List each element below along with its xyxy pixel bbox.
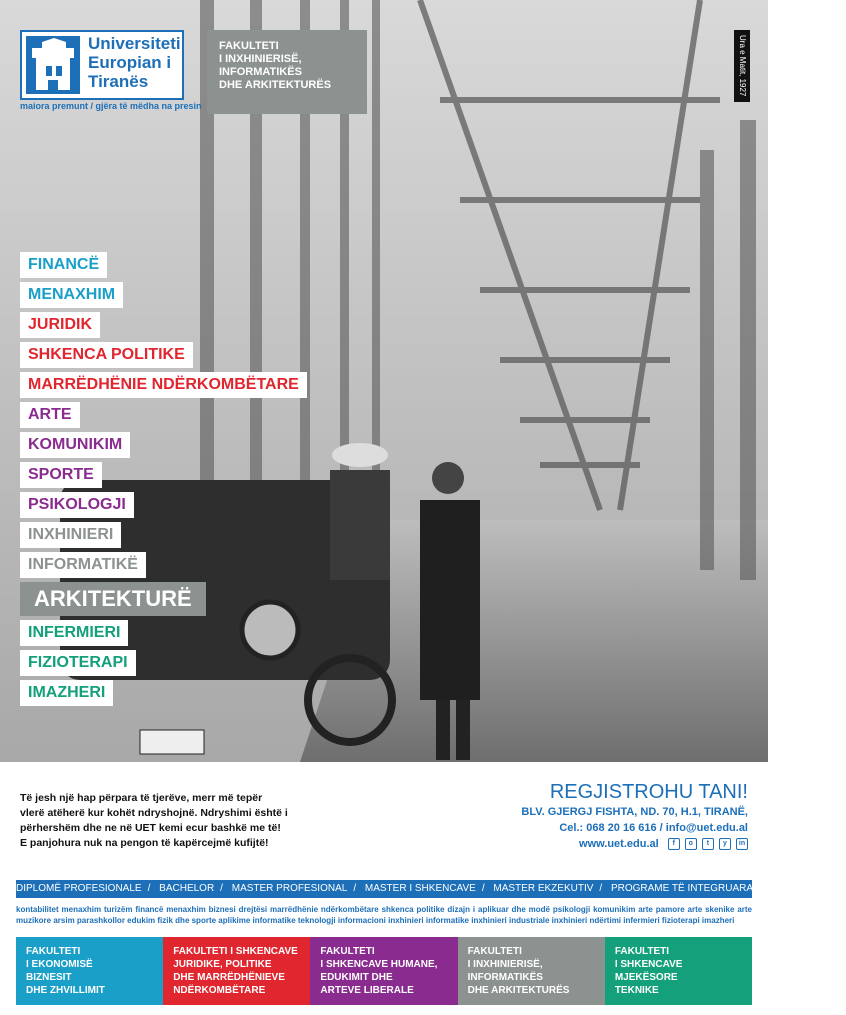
slogan-line: përhershëm dhe ne në UET kemi ecur bashkë me të! bbox=[20, 822, 281, 834]
program-keywords: kontabilitet menaxhim turizëm financë menaxhim biznesi drejtësi marrëdhënie ndërkombëtare shkenca politike dizajn i aplikuar dhe modë psikologji komunikim arte pamore arte skenike arte muzikore arsim parashkollor edukim fizik dhe sporte aplikime informatike teknologji informacioni inxhinieri informatike inxhinieri industriale inxhinieri ndërtimi infermieri fizioterapi imazheri bbox=[16, 905, 752, 925]
faculty-line: I EKONOMISË bbox=[26, 959, 93, 970]
faculty-line: BIZNESIT bbox=[26, 972, 72, 983]
program-psychology[interactable]: PSIKOLOGJI bbox=[20, 492, 134, 518]
register-now-title[interactable]: REGJISTROHU TANI! bbox=[549, 781, 748, 803]
website-link[interactable]: www.uet.edu.al bbox=[579, 838, 659, 850]
faculty-law-politics[interactable] bbox=[163, 937, 310, 1005]
twitter-icon[interactable]: t bbox=[702, 838, 714, 850]
program-nursing[interactable]: INFERMIERI bbox=[20, 620, 128, 646]
faculty-line: INFORMATIKËS bbox=[467, 972, 543, 983]
faculty-header-line: FAKULTETI bbox=[219, 40, 279, 52]
faculty-header-line: INFORMATIKËS bbox=[219, 66, 302, 78]
program-imaging[interactable]: IMAZHERI bbox=[20, 680, 113, 706]
address: BLV. GJERGJ FISHTA, ND. 70, H.1, TIRANË, bbox=[521, 806, 748, 818]
logo-tagline: maiora premunt / gjëra të mëdha na presin bbox=[20, 101, 202, 111]
facebook-icon[interactable]: f bbox=[668, 838, 680, 850]
faculty-humanities[interactable] bbox=[310, 937, 457, 1005]
faculty-line: I SHKENCAVE bbox=[614, 959, 683, 970]
degree-item[interactable]: DOKTORATURË bbox=[770, 883, 846, 894]
university-name bbox=[88, 34, 181, 91]
slogan-line: E panjohura nuk na pengon të kapërcejmë kufijtë! bbox=[20, 837, 269, 849]
faculty-header-line: DHE ARKITEKTURËS bbox=[219, 79, 332, 91]
faculty-header-box bbox=[207, 30, 367, 114]
university-name-line2: Europian i bbox=[88, 53, 172, 72]
slogan-line: Të jesh një hap përpara të tjerëve, merr më tepër bbox=[20, 792, 263, 804]
degree-item[interactable]: MASTER PROFESIONAL bbox=[231, 883, 348, 894]
faculty-line: NDËRKOMBËTARE bbox=[173, 985, 266, 996]
social-links bbox=[666, 836, 748, 852]
registration-block bbox=[521, 780, 748, 852]
degree-levels-bar: DIPLOMË PROFESIONALE / BACHELOR / MASTER PROFESIONAL / MASTER I SHKENCAVE / MASTER EKZEKUTIV / PROGRAME TË INTEGRUARA / DOKTORATURË bbox=[16, 880, 752, 898]
faculty-row bbox=[16, 937, 752, 1005]
photo-caption: Ura e Matit, 1927 bbox=[734, 30, 750, 102]
degree-item[interactable]: DIPLOMË PROFESIONALE bbox=[16, 883, 142, 894]
website-row bbox=[521, 836, 748, 852]
degree-item[interactable]: PROGRAME TË INTEGRUARA bbox=[610, 883, 754, 894]
program-finance[interactable]: FINANCË bbox=[20, 252, 107, 278]
university-logo[interactable] bbox=[20, 30, 184, 100]
university-name-line3: Tiranës bbox=[88, 72, 149, 91]
faculty-line: I INXHINIERISË, bbox=[467, 959, 543, 970]
faculty-line: MJEKËSORE bbox=[614, 972, 678, 983]
faculty-line: EDUKIMIT DHE bbox=[320, 972, 393, 983]
slogan-text bbox=[20, 791, 288, 851]
faculty-line: FAKULTETI bbox=[614, 946, 670, 957]
program-arts[interactable]: ARTE bbox=[20, 402, 80, 428]
instagram-icon[interactable]: o bbox=[685, 838, 697, 850]
university-name-line1: Universiteti bbox=[88, 34, 181, 53]
faculty-line: I SHKENCAVE HUMANE, bbox=[320, 959, 438, 970]
program-sports[interactable]: SPORTE bbox=[20, 462, 102, 488]
faculty-header-line: I INXHINIERISË, bbox=[219, 53, 302, 65]
faculty-line: FAKULTETI bbox=[320, 946, 375, 957]
castle-icon bbox=[26, 36, 80, 94]
linkedin-icon[interactable]: in bbox=[736, 838, 748, 850]
faculty-line: FAKULTETI bbox=[26, 946, 81, 957]
contact-info[interactable]: Cel.: 068 20 16 616 / info@uet.edu.al bbox=[559, 822, 748, 834]
program-international-relations[interactable]: MARRËDHËNIE NDËRKOMBËTARE bbox=[20, 372, 307, 398]
program-architecture[interactable]: ARKITEKTURË bbox=[20, 582, 206, 616]
program-management[interactable]: MENAXHIM bbox=[20, 282, 123, 308]
program-engineering[interactable]: INXHINIERI bbox=[20, 522, 121, 548]
program-law[interactable]: JURIDIK bbox=[20, 312, 100, 338]
program-list bbox=[20, 252, 307, 710]
degree-item[interactable]: BACHELOR bbox=[159, 883, 215, 894]
program-political-science[interactable]: SHKENCA POLITIKE bbox=[20, 342, 193, 368]
degree-item[interactable]: MASTER I SHKENCAVE bbox=[364, 883, 476, 894]
program-informatics[interactable]: INFORMATIKË bbox=[20, 552, 146, 578]
faculty-line: JURIDIKE, POLITIKE bbox=[173, 959, 272, 970]
faculty-line: FAKULTETI bbox=[467, 946, 522, 957]
faculty-line: ARTEVE LIBERALE bbox=[320, 985, 414, 996]
faculty-line: TEKNIKE bbox=[614, 985, 659, 996]
faculty-economics[interactable] bbox=[16, 937, 163, 1005]
faculty-line: FAKULTETI I SHKENCAVE bbox=[173, 946, 298, 957]
faculty-line: DHE MARRËDHËNIEVE bbox=[173, 972, 285, 983]
program-physiotherapy[interactable]: FIZIOTERAPI bbox=[20, 650, 136, 676]
faculty-line: DHE ARKITEKTURËS bbox=[467, 985, 570, 996]
youtube-icon[interactable]: y bbox=[719, 838, 731, 850]
slogan-line: vlerë atëherë kur kohët ndryshojnë. Ndryshimi është i bbox=[20, 807, 288, 819]
program-communication[interactable]: KOMUNIKIM bbox=[20, 432, 130, 458]
degree-item[interactable]: MASTER EKZEKUTIV bbox=[493, 883, 594, 894]
faculty-engineering[interactable] bbox=[458, 937, 605, 1005]
faculty-medical[interactable] bbox=[605, 937, 752, 1005]
faculty-line: DHE ZHVILLIMIT bbox=[26, 985, 105, 996]
